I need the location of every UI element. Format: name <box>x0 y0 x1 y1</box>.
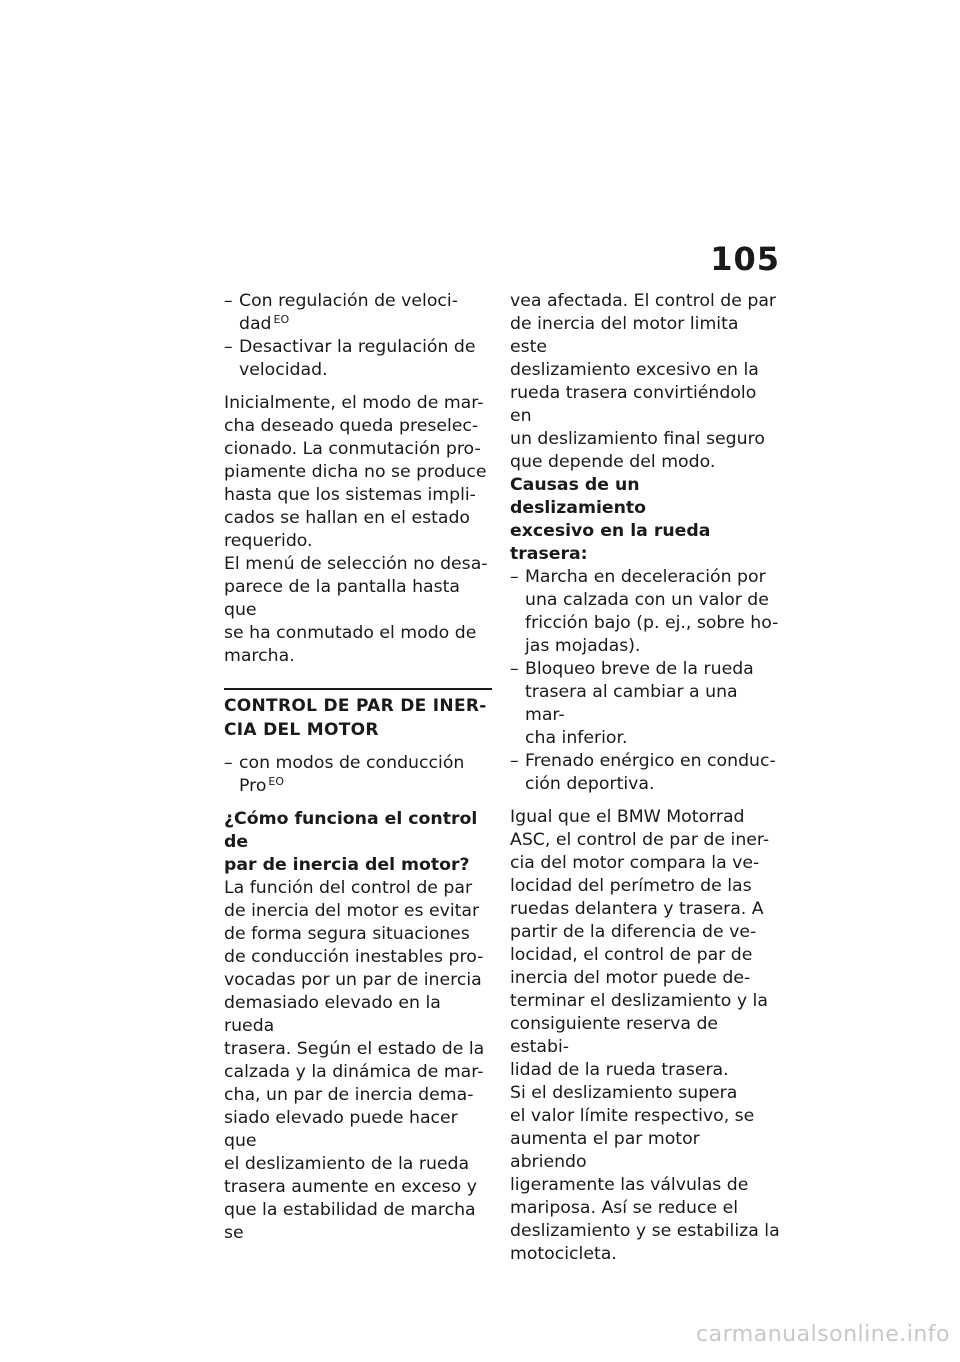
subheading: ¿Cómo funciona el control de par de inercia del motor? <box>224 809 478 875</box>
paragraph: El menú de selección no desa- parece de la pantalla hasta que se ha conmutado el modo de marcha. <box>224 554 488 666</box>
section-rule <box>224 688 492 690</box>
list-item: – Con regulación de veloci- dad $^{EO}$ <box>224 290 492 336</box>
list-item: – con modos de conducción Pro $^{EO}$ <box>224 752 492 798</box>
superscript-eo: EO <box>273 313 290 326</box>
superscript-eo: EO <box>268 775 285 788</box>
paragraph: Inicialmente, el modo de mar- cha deseado queda preselec- cionado. La conmutación pro- piamente dicha no se produce hasta que los sistemas impli- cados se hallan en el estado requerido. <box>224 393 487 551</box>
list-item: – Bloqueo breve de la rueda trasera al cambiar a una mar- cha inferior. <box>510 658 780 750</box>
list-item: – Desactivar la regulación de velocidad. <box>224 336 492 382</box>
list-item: – Marcha en deceleración por una calzada con un valor de fricción bajo (p. ej., sobre ho- jas mojadas). <box>510 566 780 658</box>
left-column <box>224 290 492 1245</box>
section-heading: CONTROL DE PAR DE INER- CIA DEL MOTOR <box>224 696 487 740</box>
watermark: carmanualsonline.info <box>696 1322 950 1347</box>
paragraph: vea afectada. El control de par de inercia del motor limita este deslizamiento excesivo en la rueda trasera convirtiéndolo en un deslizamiento final seguro que depende del modo. <box>510 291 777 472</box>
subheading: Causas de un deslizamiento excesivo en la rueda trasera: <box>510 475 711 564</box>
paragraph: La función del control de par de inercia del motor es evitar de forma segura situaciones de conducción inestables pro- vocadas por un par de inercia demasiado elevado en la rueda trasera. Según el estado de la calzada y la dinámica de mar- cha, un par de inercia dema- siado elevado puede hacer que el deslizamiento de la rueda trasera aumente en exceso y que la estabilidad de marcha se <box>224 878 485 1243</box>
paragraph: Si el deslizamiento supera el valor límite respectivo, se aumenta el par motor abriendo ligeramente las válvulas de mariposa. Así se reduce el deslizamiento y se estabiliza la motocicleta. <box>510 1083 780 1264</box>
list-item: – Frenado enérgico en conduc- ción deportiva. <box>510 750 780 796</box>
paragraph: Igual que el BMW Motorrad ASC, el control de par de iner- cia del motor compara la ve- locidad del perímetro de las ruedas delantera y trasera. A partir de la diferencia de ve- locidad, el control de par de inercia del motor puede de- terminar el deslizamiento y la consiguiente reserva de estabi- lidad de la rueda trasera. <box>510 807 770 1080</box>
right-column <box>510 290 780 1266</box>
page-number: 105 <box>710 240 780 278</box>
